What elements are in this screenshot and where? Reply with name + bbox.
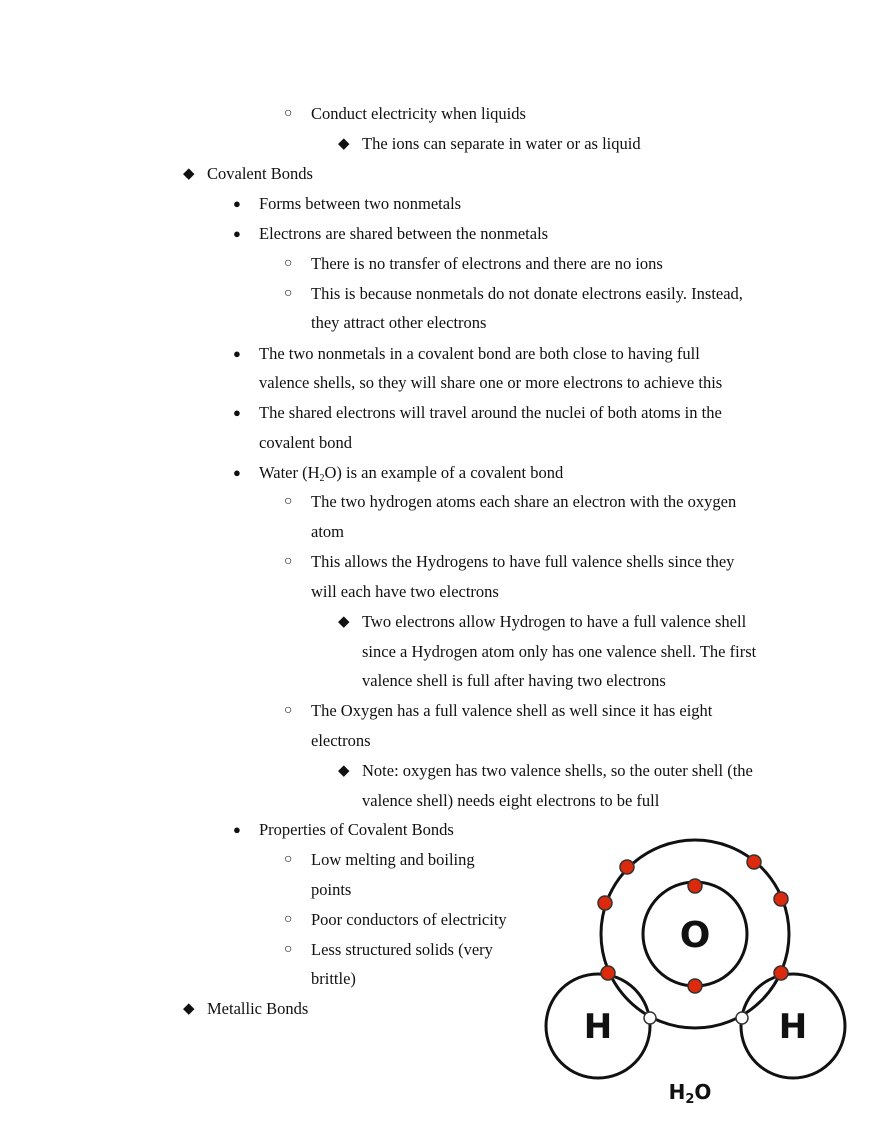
list-item-text: valence shell) needs eight electrons to be full (362, 791, 660, 810)
circle-bullet: ○ (284, 286, 293, 301)
formula-o: O (694, 1080, 712, 1104)
shared-electron (644, 1012, 656, 1024)
water-molecule-diagram (538, 838, 850, 1110)
section-heading: Covalent Bonds (207, 164, 313, 183)
circle-bullet: ○ (284, 942, 293, 957)
list-item-text: atom (311, 522, 344, 541)
water-text-end: O) is an example of a covalent bond (324, 463, 564, 482)
list-item-text: valence shell is full after having two electrons (362, 671, 666, 690)
list-item-text: The shared electrons will travel around the nuclei of both atoms in the (259, 403, 722, 422)
section-heading: Metallic Bonds (207, 999, 309, 1018)
formula-label (669, 1080, 712, 1107)
list-item-text: This is because nonmetals do not donate electrons easily. Instead, (311, 284, 743, 303)
list-item-text: Two electrons allow Hydrogen to have a full valence shell (362, 612, 747, 631)
list-item-text: electrons (311, 731, 371, 750)
list-item-text: There is no transfer of electrons and there are no ions (311, 254, 663, 273)
dot-bullet: ● (233, 226, 241, 241)
circle-bullet: ○ (284, 256, 293, 271)
list-item-text: Less structured solids (very (311, 940, 493, 959)
dot-bullet: ● (233, 465, 241, 480)
list-item-text: since a Hydrogen atom only has one valence shell. The first (362, 642, 757, 661)
list-item-text: This allows the Hydrogens to have full valence shells since they (311, 552, 735, 571)
oxygen-label: O (679, 915, 711, 956)
hydrogen-right-label: H (778, 1007, 808, 1047)
formula-subscript: 2 (685, 1092, 695, 1107)
list-item-text: brittle) (311, 969, 356, 988)
diamond-bullet: ◆ (183, 166, 195, 182)
circle-bullet: ○ (284, 494, 293, 509)
electron (598, 896, 612, 910)
list-item-text: Low melting and boiling (311, 850, 475, 869)
electron (774, 892, 788, 906)
list-item-text: points (311, 880, 352, 899)
diamond-bullet: ◆ (183, 1001, 195, 1017)
circle-bullet: ○ (284, 912, 293, 927)
circle-bullet: ○ (284, 106, 293, 121)
list-item-text: Properties of Covalent Bonds (259, 820, 454, 839)
electron (688, 979, 702, 993)
electron (601, 966, 615, 980)
subscript-two: 2 (319, 473, 325, 484)
formula-h: H (668, 1080, 686, 1104)
list-item-text: The two hydrogen atoms each share an electron with the oxygen (311, 492, 737, 511)
dot-bullet: ● (233, 346, 241, 361)
list-item-text: Electrons are shared between the nonmetals (259, 224, 549, 243)
list-item-text (259, 463, 563, 483)
electron (688, 879, 702, 893)
dot-bullet: ● (233, 405, 241, 420)
list-item-text: will each have two electrons (311, 582, 499, 601)
diamond-bullet: ◆ (338, 763, 350, 779)
electron (774, 966, 788, 980)
hydrogen-left-label: H (583, 1007, 613, 1047)
shared-electron (736, 1012, 748, 1024)
list-item-text: The ions can separate in water or as liquid (362, 134, 641, 153)
list-item-text: Conduct electricity when liquids (311, 104, 526, 123)
list-item-text: covalent bond (259, 433, 353, 452)
circle-bullet: ○ (284, 554, 293, 569)
list-item-text: valence shells, so they will share one or more electrons to achieve this (259, 373, 723, 392)
diamond-bullet: ◆ (338, 614, 350, 630)
list-item-text: Poor conductors of electricity (311, 910, 507, 929)
list-item-text: The two nonmetals in a covalent bond are both close to having full (259, 344, 700, 363)
diamond-bullet: ◆ (338, 136, 350, 152)
circle-bullet: ○ (284, 703, 293, 718)
list-item-text: Note: oxygen has two valence shells, so the outer shell (the (362, 761, 753, 780)
list-item-text: they attract other electrons (311, 313, 487, 332)
list-item-text: The Oxygen has a full valence shell as well since it has eight (311, 701, 713, 720)
electron (747, 855, 761, 869)
electron (620, 860, 634, 874)
circle-bullet: ○ (284, 852, 293, 867)
water-text-start: Water (H (259, 463, 320, 482)
list-item-text: Forms between two nonmetals (259, 194, 462, 213)
dot-bullet: ● (233, 196, 241, 211)
dot-bullet: ● (233, 822, 241, 837)
